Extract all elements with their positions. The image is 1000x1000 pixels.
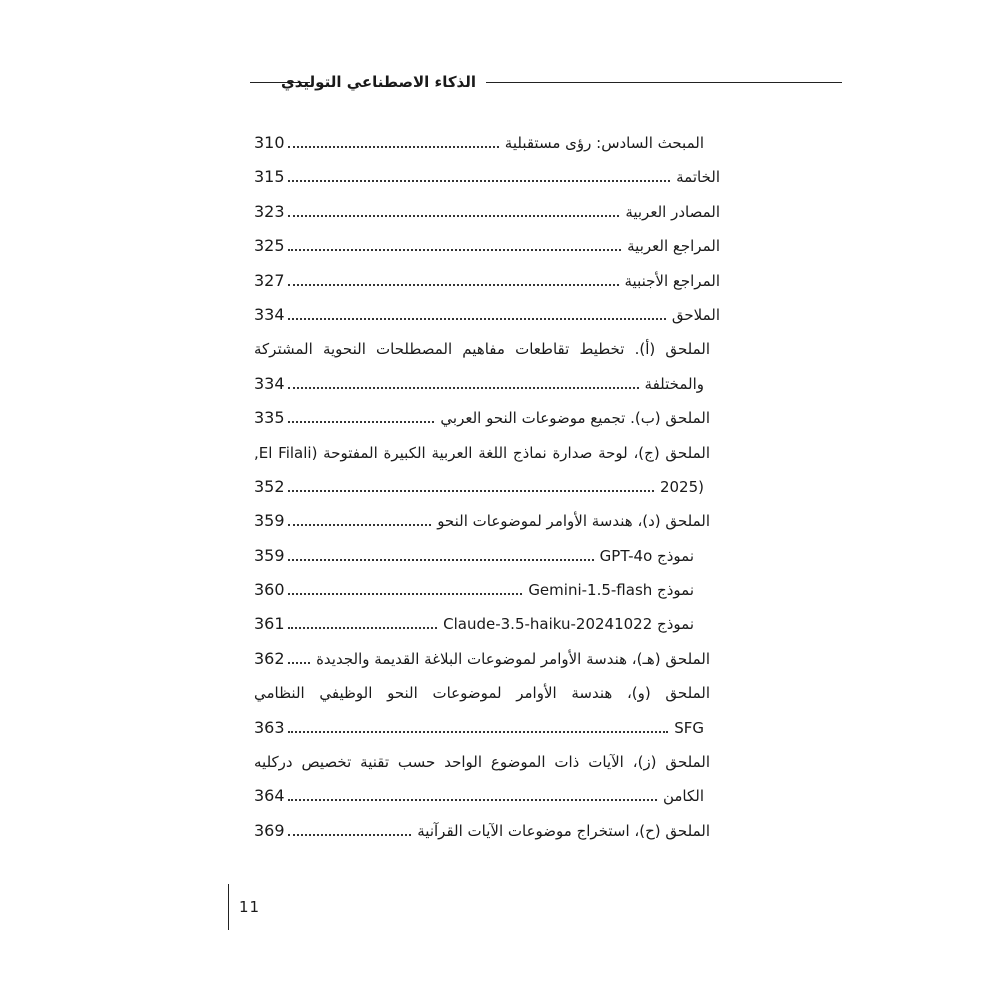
page-number: 11 — [228, 884, 260, 930]
toc-leader-dots — [288, 834, 412, 836]
toc-leader-dots — [288, 215, 620, 217]
toc-entry-title: والمختلفة — [644, 374, 704, 393]
toc-entry-page: 361 — [254, 614, 285, 634]
toc-entry-page: 359 — [254, 545, 285, 565]
toc-entry-title: المراجع العربية — [627, 237, 720, 256]
toc-leader-dots — [288, 490, 654, 492]
toc-entry-page: 334 — [254, 373, 285, 393]
toc-entry-page: 362 — [254, 648, 285, 668]
running-header — [250, 70, 842, 94]
toc-entry-page: 310 — [254, 133, 285, 152]
toc-leader-dots — [288, 662, 311, 664]
header-rule-right — [486, 82, 842, 83]
toc-entry-title: SFG — [674, 718, 704, 737]
toc-entry[interactable] — [254, 401, 720, 435]
toc-entry[interactable] — [254, 436, 720, 470]
toc-leader-dots — [288, 146, 499, 148]
toc-entry[interactable] — [254, 126, 720, 160]
toc-entry-title: الملحق (هـ)، هندسة الأوامر لموضوعات البلاغة القديمة والجديدة — [316, 649, 710, 668]
toc-entry-title: الخاتمة — [676, 168, 720, 187]
toc-entry-title: المراجع الأجنبية — [624, 271, 720, 290]
toc-entry[interactable] — [254, 264, 720, 298]
toc-leader-dots — [288, 249, 622, 251]
toc-entry[interactable] — [254, 607, 720, 641]
toc-entry-page: 359 — [254, 511, 285, 531]
toc-entry-page: 327 — [254, 270, 285, 290]
toc-entry-title: المصادر العربية — [625, 202, 720, 221]
toc-entry[interactable] — [254, 367, 720, 401]
toc-leader-dots — [288, 627, 438, 629]
toc-entry[interactable] — [254, 779, 720, 813]
toc-entry[interactable] — [254, 573, 720, 607]
toc-entry[interactable] — [254, 470, 720, 504]
toc-entry-page: 363 — [254, 717, 285, 737]
toc-leader-dots — [288, 421, 435, 423]
toc-entry-title: الملحق (ح)، استخراج موضوعات الآيات القرآنية — [417, 821, 710, 840]
toc-entry-page: 360 — [254, 580, 285, 600]
toc-leader-dots — [288, 524, 432, 526]
toc-entry[interactable] — [254, 711, 720, 745]
toc-entry[interactable] — [254, 539, 720, 573]
toc-entry-title: الملحق (أ). تخطيط تقاطعات مفاهيم المصطلحات النحوية المشتركة — [254, 340, 710, 359]
toc-entry[interactable] — [254, 229, 720, 263]
table-of-contents — [254, 126, 720, 848]
toc-leader-dots — [288, 387, 639, 389]
toc-entry[interactable] — [254, 195, 720, 229]
toc-entry-page: 369 — [254, 820, 285, 840]
toc-entry[interactable] — [254, 676, 720, 710]
toc-leader-dots — [288, 731, 669, 733]
toc-entry-title: الكامن — [662, 787, 704, 806]
toc-leader-dots — [288, 799, 657, 801]
toc-entry[interactable] — [254, 332, 720, 366]
toc-entry-title: نموذج Gemini-1.5-flash — [528, 581, 694, 600]
toc-entry[interactable] — [254, 298, 720, 332]
toc-entry-page: 334 — [254, 304, 285, 324]
toc-entry-title: الملاحق — [671, 305, 720, 324]
toc-entry-page: 364 — [254, 786, 285, 806]
toc-leader-dots — [288, 593, 523, 595]
header-title: الذكاء الاصطناعي التوليدي — [281, 73, 476, 91]
toc-entry[interactable] — [254, 745, 720, 779]
toc-entry-title: الملحق (د)، هندسة الأوامر لموضوعات النحو — [437, 512, 710, 531]
toc-entry-page: 323 — [254, 201, 285, 221]
toc-entry-title: المبحث السادس: رؤى مستقبلية — [504, 134, 704, 152]
toc-entry-title: 2025) — [659, 477, 704, 496]
toc-entry-page: 352 — [254, 476, 285, 496]
toc-entry[interactable] — [254, 642, 720, 676]
toc-leader-dots — [288, 180, 671, 182]
toc-leader-dots — [288, 318, 666, 320]
toc-entry-page: 335 — [254, 408, 285, 428]
toc-entry-title: الملحق (ج)، لوحة صدارة نماذج اللغة العربية الكبيرة المفتوحة (El Filali, — [254, 443, 710, 462]
toc-entry[interactable] — [254, 160, 720, 194]
toc-leader-dots — [288, 284, 619, 286]
toc-entry[interactable] — [254, 814, 720, 848]
toc-leader-dots — [288, 559, 594, 561]
toc-entry-title: نموذج Claude-3.5-haiku-20241022 — [443, 615, 694, 634]
toc-entry[interactable] — [254, 504, 720, 538]
toc-entry-title: نموذج GPT-4o — [599, 546, 694, 565]
toc-entry-page: 325 — [254, 236, 285, 256]
toc-entry-title: الملحق (و)، هندسة الأوامر لموضوعات النحو الوظيفي النظامي — [254, 684, 710, 703]
toc-entry-title: الملحق (ب). تجميع موضوعات النحو العربي — [440, 409, 710, 428]
toc-entry-title: الملحق (ز)، الآيات ذات الموضوع الواحد حسب تقنية تخصيص دركليه — [254, 753, 710, 772]
toc-entry-page: 315 — [254, 167, 285, 187]
